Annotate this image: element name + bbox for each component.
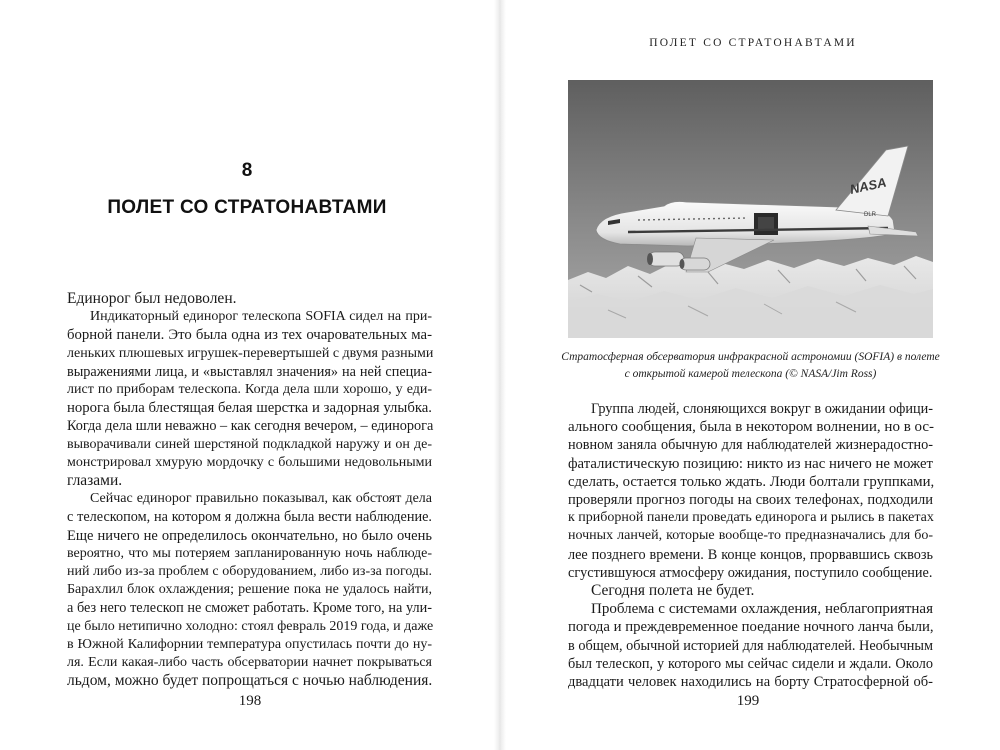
page-number: 199 (736, 693, 760, 709)
text-line: сделать, остается только ждать. Люди болтали группками, (568, 473, 935, 490)
sofia-aircraft-photo (568, 80, 933, 338)
text-line: Единорог был недоволен. (67, 290, 237, 307)
tail-nasa-text: NASA (848, 174, 888, 197)
text-line: с телескопом, на котором я должна была вести наблюдение. (67, 509, 432, 526)
text-line: Сегодня полета не будет. (591, 582, 755, 599)
text-line: лист по приборам телескопа. Когда дела шли хорошо, у еди- (67, 382, 432, 397)
text-line: ального сообщения, была в некотором волнении, но в ос- (568, 419, 935, 436)
chapter-number: 8 (241, 160, 253, 181)
text-line: Еще ничего не определилось окончательно, но было очень (67, 527, 432, 544)
text-line: ний либо из-за проблем с оборудованием, либо из-за погоды. (67, 564, 432, 579)
text-line: в общем, обычной историей для наблюдателей. Необычным (568, 637, 933, 654)
photo-caption-line-1: Стратосферная обсерватория инфракрасной астрономии (SOFIA) в полете (561, 351, 940, 363)
text-line: к приборной панели проведать единорога и рылись в пакетах (568, 510, 934, 526)
text-line: ля. Если какая-либо часть обсерватории начнет покрываться (67, 655, 432, 670)
text-line: погода и преждевременное поедание ночного ланча были, (568, 619, 934, 636)
text-line: борной панели. Это была одна из тех очаровательных ма- (67, 327, 432, 344)
text-line: Проблема с системами охлаждения, неблагоприятная (591, 601, 933, 618)
text-line: выражениями лица, и «выставлял значения» на ней специа- (67, 363, 432, 380)
photo-caption-line-2: с открытой камерой телескопа (© NASA/Jim Ross) (624, 368, 877, 380)
text-line: Барахлил блок охлаждения; решение пока не удалось найти, (67, 582, 432, 598)
text-line: ночных ланчей, которые вообще-то предназначались для бо- (568, 528, 933, 544)
text-line: был телескоп, у которого мы сейчас сидели и ждали. Около (568, 655, 933, 672)
tail-dlr-text: DLR (864, 212, 877, 218)
text-line: монстрировал хмурую мордочку с большими недовольными (67, 454, 432, 470)
book-gutter (494, 0, 506, 750)
text-line: це было нетипично холодно: стоял февраль 2019 года, и даже (67, 618, 434, 634)
text-line: фаталистическую позицию: никто из нас ничего не может (568, 455, 933, 472)
text-line: Сейчас единорог правильно показывал, как обстоят дела (90, 491, 432, 507)
text-line: норога была блестящая белая шерстка и задорная улыбка. (67, 400, 432, 417)
text-line: проверяли прогноз погоды на своих телефонах, подходили (568, 492, 933, 508)
text-line: выворачивали синей шерстяной подкладкой наружу и он де- (67, 436, 432, 452)
text-line: лее позднего времени. В конце концов, прорвавшись сквозь (568, 546, 933, 563)
aircraft-illustration (568, 80, 933, 338)
text-line: новном заняла обычную для наблюдателей жизнерадостно- (568, 437, 933, 454)
running-head: ПОЛЕТ СО СТРАТОНАВТАМИ (649, 37, 857, 49)
right-page (506, 0, 1000, 750)
text-line: леньких плюшевых игрушек-перевертышей с двумя разными (67, 345, 434, 361)
text-line: вероятно, что мы потеряем запланированную ночь наблюде- (67, 545, 432, 561)
text-line: сгустившуюся атмосферу ожидания, поступило сообщение. (568, 564, 933, 581)
text-line: льдом, можно будет попрощаться с ночью наблюдения. (67, 672, 433, 690)
text-line: в Южной Калифорнии температура опустилась почти до ну- (67, 636, 432, 652)
text-line: Группа людей, слоняющихся вокруг в ожидании офици- (591, 401, 933, 417)
text-line: Когда дела шли неважно – как сегодня вечером, – единорога (67, 418, 434, 435)
text-line: а без него телескоп не сможет работать. Кроме того, на ули- (67, 600, 432, 617)
text-line: глазами. (67, 472, 123, 489)
chapter-title: ПОЛЕТ СО СТРАТОНАВТАМИ (107, 197, 387, 218)
text-line: Индикаторный единорог телескопа SOFIA сидел на при- (90, 309, 432, 325)
page-number: 198 (238, 693, 262, 709)
left-page (0, 0, 494, 750)
text-line: двадцати человек находились на борту Стратосферной об- (568, 674, 933, 690)
